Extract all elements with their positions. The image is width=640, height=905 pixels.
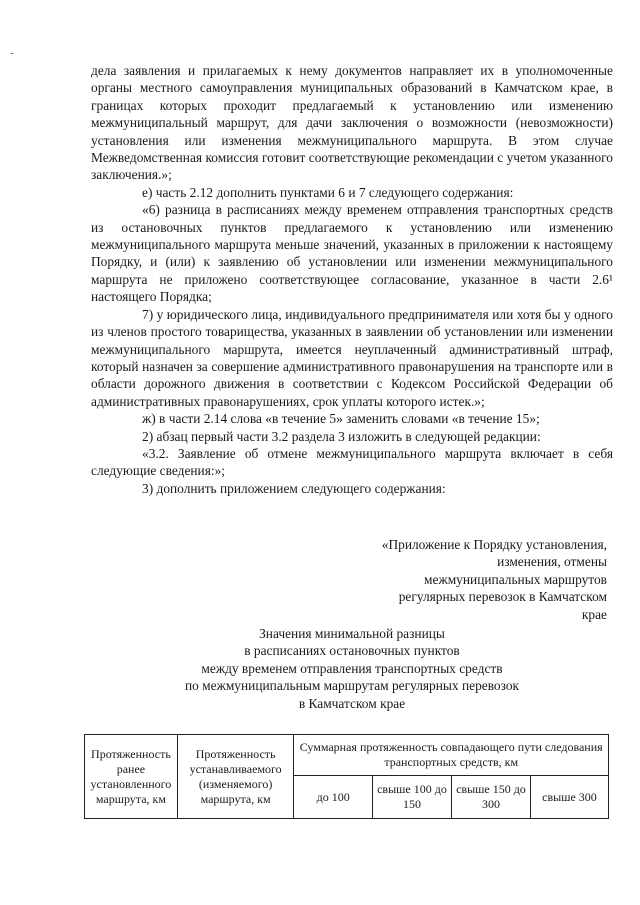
paragraph-quote-3-2: «3.2. Заявление об отмене межмуниципального маршрута включает в себя следующие сведения:»; [91,445,613,479]
paragraph-item-6: «6) разница в расписаниях между временем отправления транспортных средств из остановочных пунктов предлагаемого к установлению или изменению межмуниципального маршрута меньше значений, указанных в приложении к настоящему Порядку, и (или) к заявлению об установлении или изменении межмуниципального маршрута не приложено соответствующее согласование, указанное в части 2.6¹ настоящего Порядка; [91,202,613,305]
subheader-up-to-100: до 100 [294,776,373,819]
paragraph-continuation: дела заявления и прилагаемых к нему документов направляет их в уполномоченные органы местного самоуправления муниципальных образований в Камчатском крае, в границах которых проходит предлагаемый к установлению или изменению межмуниципальный маршрут, для дачи заключения о возможности (невозможности) установления или изменения межмуниципального маршрута. В этом случае Межведомственная комиссия готовит соответствующие рекомендации с учетом указанного заключения.»; [91,63,613,183]
table-header-row [85,735,609,776]
body-text [91,62,613,497]
margin-mark: - [10,47,14,59]
paragraph-item-2: 2) абзац первый части 3.2 раздела 3 изложить в следующей редакции: [142,428,541,444]
intervals-table [84,734,609,819]
title-line: между временем отправления транспортных средств [201,660,503,676]
header-matching-path-length: Суммарная протяженность совпадающего пути следования транспортных средств, км [294,735,609,776]
title-line: в Камчатском крае [298,695,406,711]
subheader-100-150: свыше 100 до 150 [372,776,451,819]
paragraph-item-e: е) часть 2.12 дополнить пунктами 6 и 7 следующего содержания: [142,184,514,200]
paragraph-item-7: 7) у юридического лица, индивидуального предпринимателя или хотя бы у одного из членов простого товарищества, указанных в заявлении об установлении или изменении межмуниципального маршрута, имеется неуплаченный административный штраф, который назначен за совершение административного правонарушения на транспорте или в области дорожного движения в соответствии с Кодексом Российской Федерации об административных правонарушениях, срок уплаты которого истек.»; [91,306,613,409]
title-line: в расписаниях остановочных пунктов [244,643,460,659]
header-previous-route-length: Протяженность ранее установленного маршрута, км [85,735,178,819]
paragraph-item-zh: ж) в части 2.14 слова «в течение 5» заменить словами «в течение 15»; [142,411,540,427]
title-line: по межмуниципальным маршрутам регулярных перевозок [184,678,520,694]
header-new-route-length: Протяженность устанавливаемого (изменяемого) маршрута, км [177,735,294,819]
paragraph-item-3: 3) дополнить приложением следующего содержания: [142,480,446,496]
table-title [91,625,613,712]
title-line: Значения минимальной разницы [259,626,445,641]
subheader-over-300: свыше 300 [530,776,608,819]
subheader-150-300: свыше 150 до 300 [451,776,530,819]
appendix-note: «Приложение к Порядку установления, изменения, отмены межмуниципальных маршрутов регулярных перевозок в Камчатском крае [381,537,607,622]
